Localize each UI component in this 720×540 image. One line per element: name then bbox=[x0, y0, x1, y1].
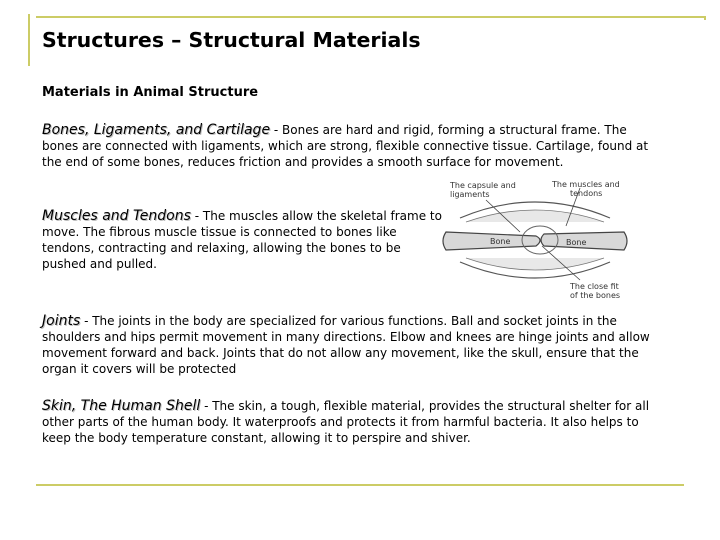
accent-bottom-line bbox=[36, 484, 684, 486]
section-term: Bones, Ligaments, and Cartilage bbox=[42, 122, 271, 138]
section-text: - The skin, a tough, flexible material, provides the structural shelter for all other parts of the human body. It waterproofs and protects it from harmful bacteria. It also helps to keep the body temperature constant, allowing it to perspire and shiver. bbox=[42, 399, 650, 445]
muscle-bottom bbox=[466, 258, 604, 270]
joint-diagram bbox=[440, 176, 630, 304]
accent-top-line bbox=[36, 16, 706, 18]
section-text: - The muscles allow the skeletal frame to move. The fibrous muscle tissue is connected to bones like tendons, contracting and relaxing, allowing the bones to be pushed and pulled. bbox=[42, 209, 442, 271]
accent-vertical-line bbox=[28, 14, 30, 66]
section-muscles bbox=[42, 208, 442, 272]
section-bones bbox=[42, 122, 662, 170]
label-muscles-line1: The muscles and bbox=[552, 180, 620, 189]
label-capsule-line1: The capsule and bbox=[450, 181, 516, 190]
muscle-top bbox=[466, 210, 604, 222]
section-text: - Bones are hard and rigid, forming a structural frame. The bones are connected with ligaments, which are strong, flexible connective tissue. Cartilage, found at the end of some bones, reduces friction and provides a smooth surface for movement. bbox=[42, 123, 649, 169]
label-bone-right: Bone bbox=[566, 238, 587, 247]
label-capsule-line2: ligaments bbox=[450, 190, 490, 199]
label-bone-left: Bone bbox=[490, 237, 511, 246]
section-term: Skin, The Human Shell bbox=[42, 398, 201, 414]
section-joints bbox=[42, 313, 662, 377]
label-ends-line2: of the bones bbox=[570, 291, 621, 300]
section-term: Joints bbox=[42, 313, 81, 329]
section-term: Muscles and Tendons bbox=[42, 208, 191, 224]
accent-top-right-tick bbox=[704, 16, 706, 20]
slide-title: Structures – Structural Materials bbox=[42, 28, 421, 52]
label-muscles-line2: tendons bbox=[570, 189, 603, 198]
slide-subtitle: Materials in Animal Structure bbox=[42, 85, 259, 100]
section-text: - The joints in the body are specialized for various functions. Ball and socket joints in the shoulders and hips permit movement in many directions. Elbow and knees are hinge joints and allow movement forward and back. Joints that do not allow any movement, like the skull, ensure that the organ it covers will be protected bbox=[42, 314, 650, 376]
label-ends-line1: The close fit bbox=[570, 282, 619, 291]
section-skin bbox=[42, 398, 662, 446]
